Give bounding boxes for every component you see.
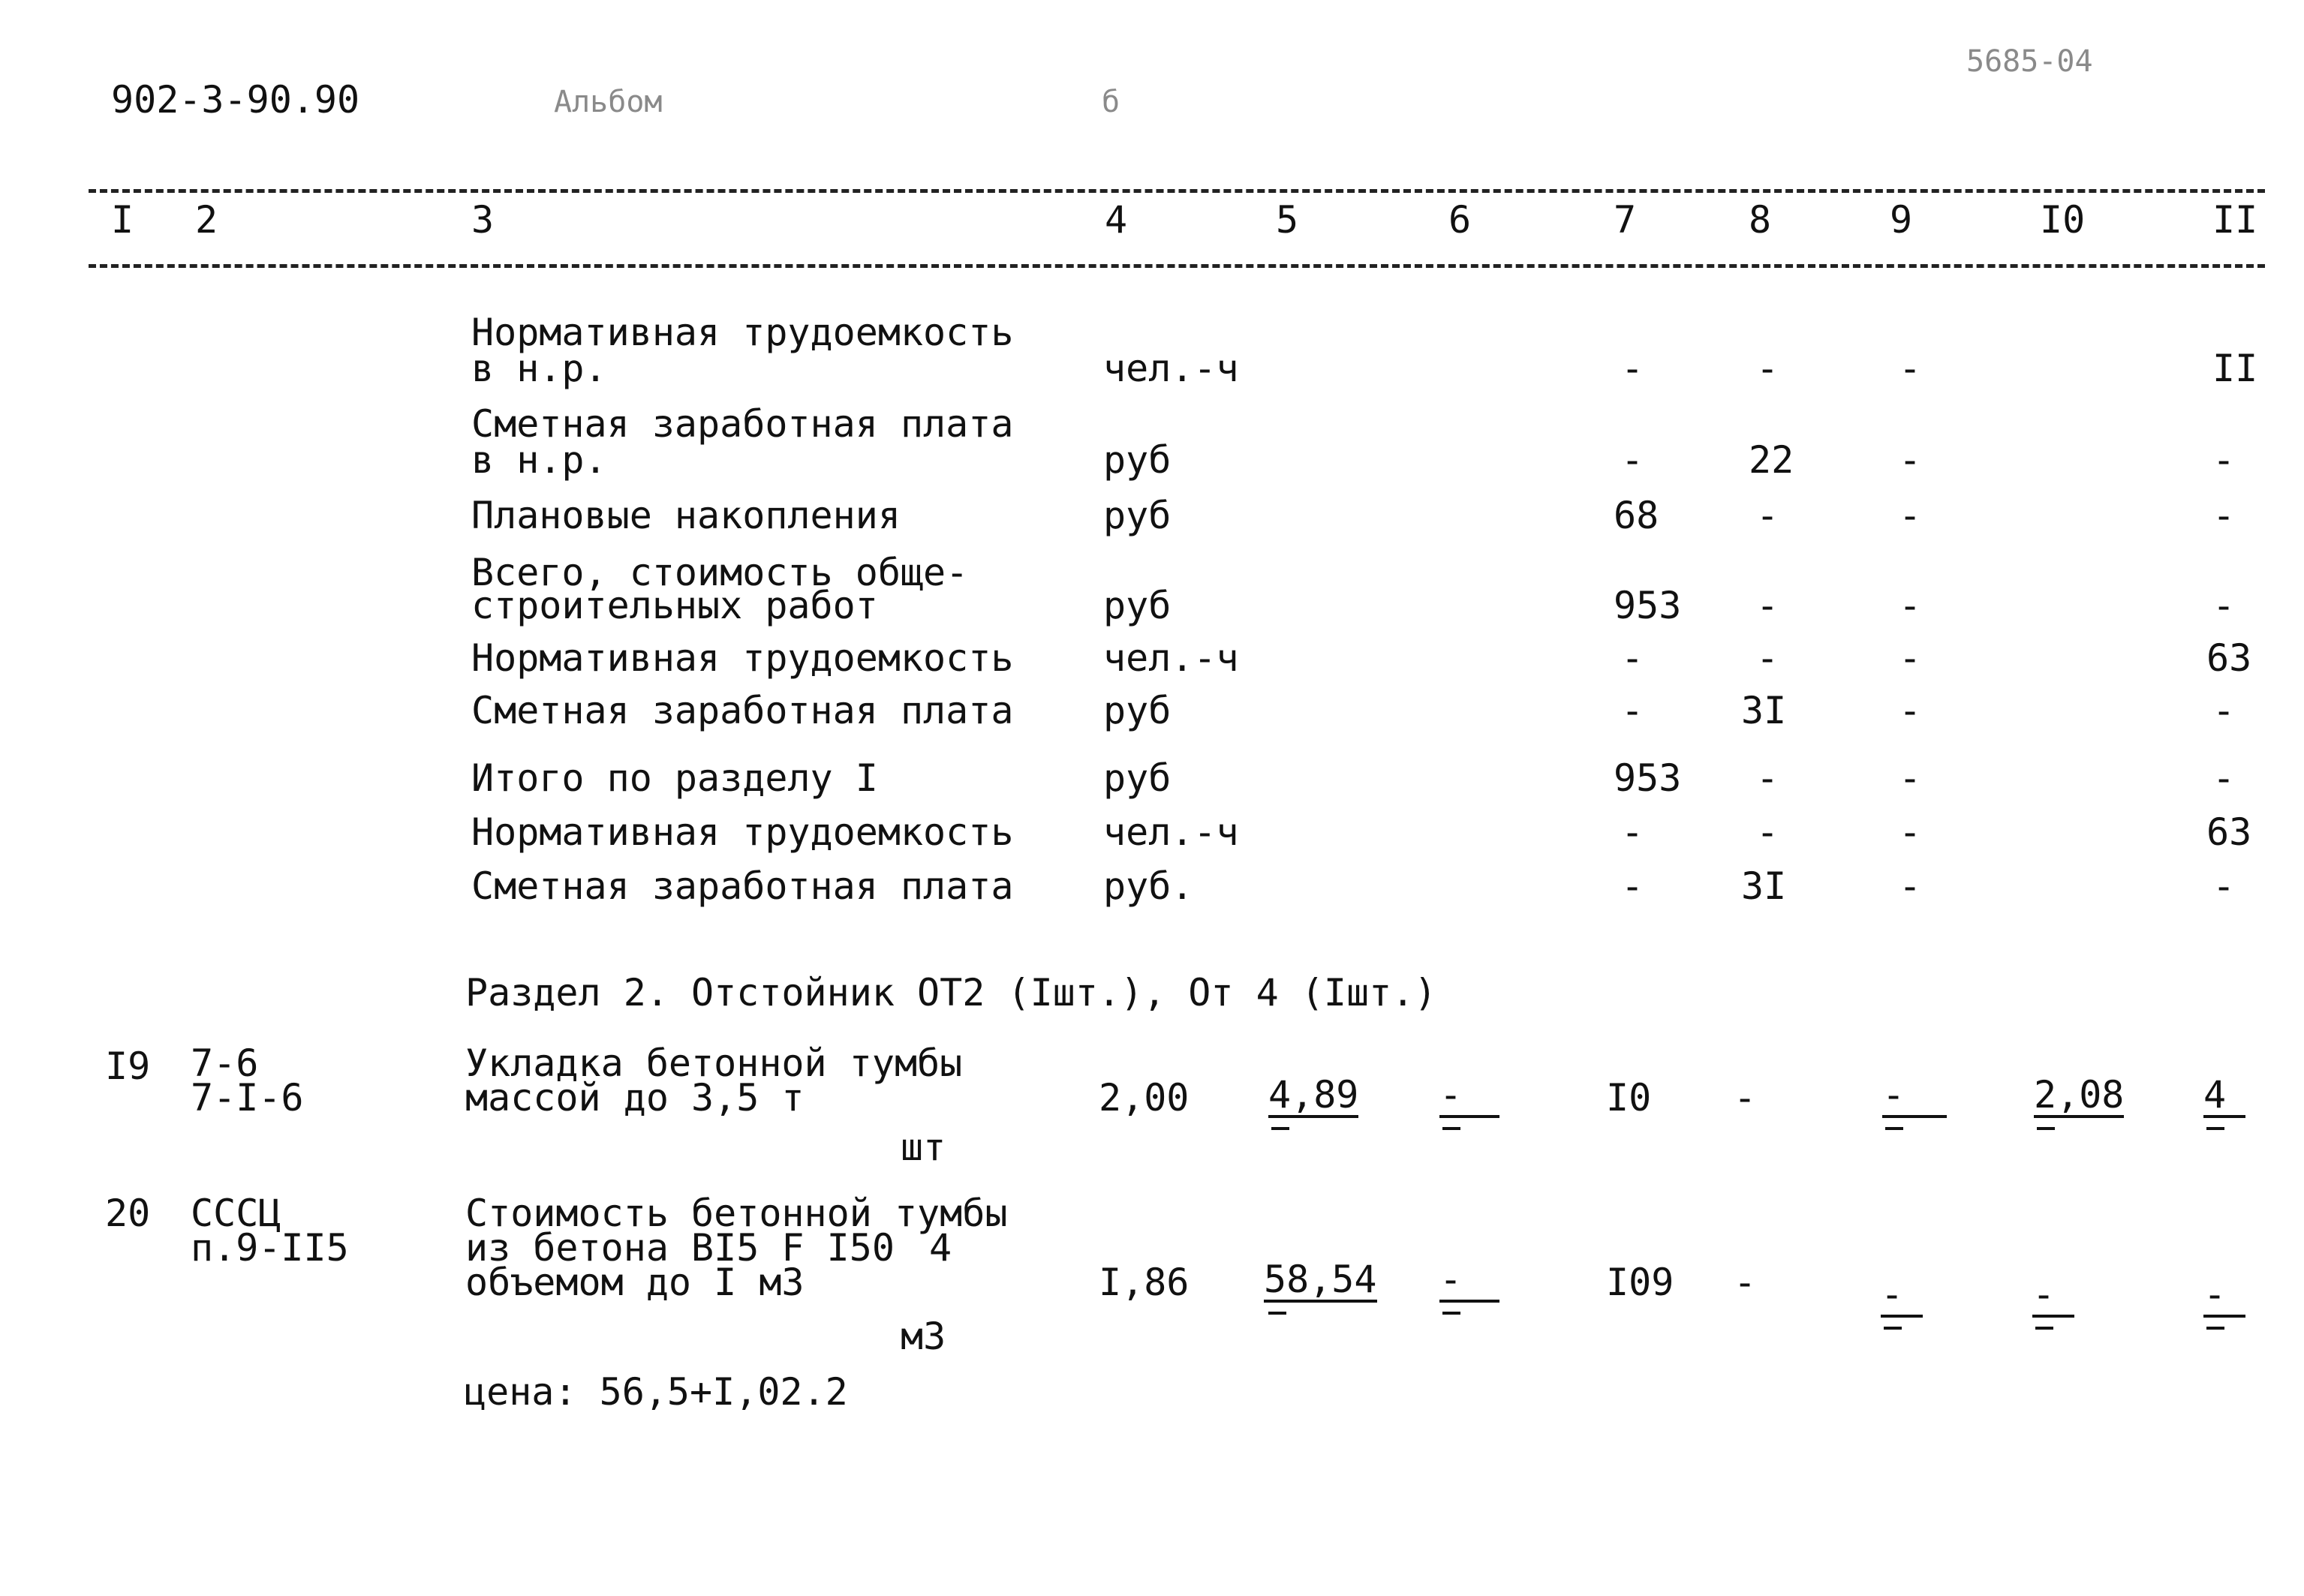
row-col8: - — [1756, 756, 1779, 800]
column-header-1: I — [111, 198, 134, 242]
section-mark: б — [1102, 85, 1120, 119]
row-col8: - — [1756, 347, 1779, 390]
item-code-line2: п.9-II5 — [191, 1226, 349, 1270]
item-col10: 2,08 — [2034, 1073, 2125, 1117]
item-col9: - — [1881, 1276, 1923, 1318]
fraction-dash — [2206, 1127, 2224, 1130]
row-col7: 68 — [1614, 494, 1659, 537]
item-col7: I09 — [1606, 1261, 1674, 1304]
row-desc-line1: Итого по разделу I — [471, 756, 878, 800]
fraction-dash — [1885, 1127, 1903, 1130]
fraction-dash — [1442, 1127, 1460, 1130]
item-unit: м3 — [901, 1315, 946, 1358]
fraction-dash — [1271, 1127, 1289, 1130]
row-col11: 63 — [2206, 636, 2252, 680]
column-header-7: 7 — [1614, 198, 1637, 242]
row-col8: - — [1756, 810, 1779, 854]
row-desc-line1: Нормативная трудоемкость — [471, 810, 1014, 854]
column-header-8: 8 — [1749, 198, 1772, 242]
row-col7: 953 — [1614, 756, 1682, 800]
row-col11: - — [2212, 438, 2236, 482]
item-desc-line1: Стоимость бетонной тумбы — [465, 1192, 1008, 1235]
item-unit-cost: 4,89 — [1268, 1073, 1359, 1117]
row-col8: 3I — [1741, 689, 1787, 732]
row-col11: II — [2212, 347, 2258, 390]
item-code-line1: СССЦ — [191, 1192, 281, 1235]
row-col9: - — [1899, 438, 1922, 482]
item-col6: - — [1439, 1261, 1499, 1303]
column-header-2: 2 — [195, 198, 218, 242]
item-col10: - — [2032, 1276, 2074, 1318]
column-header-9: 9 — [1890, 198, 1913, 242]
row-unit: чел.-ч — [1103, 347, 1239, 390]
item-code-line2: 7-I-6 — [191, 1076, 304, 1120]
row-desc-line1: Плановые накопления — [471, 494, 901, 537]
row-col9: - — [1899, 494, 1922, 537]
item-quantity: I,86 — [1099, 1261, 1190, 1304]
row-col9: - — [1899, 347, 1922, 390]
row-col9: - — [1899, 810, 1922, 854]
row-unit: руб — [1103, 756, 1172, 800]
item-desc-line1: Укладка бетонной тумбы — [465, 1041, 963, 1085]
fraction-dash — [2206, 1327, 2224, 1330]
fraction-dash — [1884, 1327, 1902, 1330]
column-header-10: I0 — [2040, 198, 2086, 242]
row-col11: - — [2212, 864, 2236, 908]
item-col11: 4 — [2203, 1076, 2245, 1118]
row-col11: - — [2212, 689, 2236, 732]
row-desc-line1: Сметная заработная плата — [471, 402, 1014, 446]
item-code-line1: 7-6 — [191, 1041, 259, 1085]
item-col9: - — [1882, 1076, 1947, 1118]
row-desc-line1: Нормативная трудоемкость — [471, 636, 1014, 680]
row-col11: - — [2212, 584, 2236, 627]
item-col8: - — [1734, 1076, 1757, 1120]
row-col9: - — [1899, 636, 1922, 680]
item-col7: I0 — [1606, 1076, 1652, 1120]
row-desc-line1: Сметная заработная плата — [471, 864, 1014, 908]
column-header-6: 6 — [1448, 198, 1472, 242]
item-desc-line3: объемом до I м3 — [465, 1261, 805, 1304]
row-col8: - — [1756, 636, 1779, 680]
section-title: Раздел 2. Отстойник ОТ2 (Iшт.), От 4 (Iшт.) — [465, 971, 1437, 1014]
item-unit: шт — [901, 1126, 946, 1169]
row-col9: - — [1899, 756, 1922, 800]
row-col7: 953 — [1614, 584, 1682, 627]
row-unit: руб. — [1103, 864, 1194, 908]
item-desc-mark: 4 — [929, 1226, 952, 1270]
fraction-dash — [1442, 1312, 1460, 1315]
row-unit: руб — [1103, 689, 1172, 732]
item-desc-line2: из бетона BI5 F I50 — [465, 1226, 895, 1270]
item-unit-cost: 58,54 — [1264, 1258, 1377, 1301]
row-desc-line2: в н.р. — [471, 347, 607, 390]
row-col7: - — [1621, 864, 1644, 908]
header-bottom-rule — [89, 264, 2265, 268]
row-col8: 3I — [1741, 864, 1787, 908]
row-col11: - — [2212, 756, 2236, 800]
row-unit: руб — [1103, 438, 1172, 482]
item-number: 20 — [105, 1192, 151, 1235]
column-header-11: II — [2212, 198, 2258, 242]
row-desc-line1: Всего, стоимость обще- — [471, 551, 969, 594]
row-unit: руб — [1103, 494, 1172, 537]
fraction-dash — [1268, 1312, 1286, 1315]
row-col7: - — [1621, 347, 1644, 390]
item-col8: - — [1734, 1261, 1757, 1304]
row-col8: - — [1756, 494, 1779, 537]
row-col11: - — [2212, 494, 2236, 537]
row-col8: 22 — [1749, 438, 1794, 482]
fraction-dash — [2037, 1127, 2055, 1130]
item-number: I9 — [105, 1044, 151, 1088]
row-col9: - — [1899, 864, 1922, 908]
album-label: Альбом — [554, 85, 663, 119]
row-unit: чел.-ч — [1103, 810, 1239, 854]
row-col9: - — [1899, 689, 1922, 732]
column-header-5: 5 — [1276, 198, 1299, 242]
row-col11: 63 — [2206, 810, 2252, 854]
item-col11: - — [2203, 1276, 2245, 1318]
header-top-rule — [89, 189, 2265, 193]
item-col6: - — [1439, 1076, 1499, 1118]
column-header-3: 3 — [471, 198, 495, 242]
row-col7: - — [1621, 810, 1644, 854]
price-note: цена: 56,5+I,02.2 — [464, 1370, 848, 1414]
item-desc-line2: массой до 3,5 т — [465, 1076, 805, 1120]
row-desc-line1: Нормативная трудоемкость — [471, 311, 1014, 354]
item-quantity: 2,00 — [1099, 1076, 1190, 1120]
row-col9: - — [1899, 584, 1922, 627]
row-desc-line2: строительных работ — [471, 584, 878, 627]
row-col8: - — [1756, 584, 1779, 627]
document-code: 902-3-90.90 — [111, 78, 360, 122]
row-col7: - — [1621, 438, 1644, 482]
row-unit: чел.-ч — [1103, 636, 1239, 680]
sheet-code: 5685-04 — [1966, 44, 2093, 79]
row-unit: руб — [1103, 584, 1172, 627]
column-header-4: 4 — [1105, 198, 1128, 242]
row-col7: - — [1621, 689, 1644, 732]
fraction-dash — [2035, 1327, 2053, 1330]
row-desc-line2: в н.р. — [471, 438, 607, 482]
row-col7: - — [1621, 636, 1644, 680]
row-desc-line1: Сметная заработная плата — [471, 689, 1014, 732]
